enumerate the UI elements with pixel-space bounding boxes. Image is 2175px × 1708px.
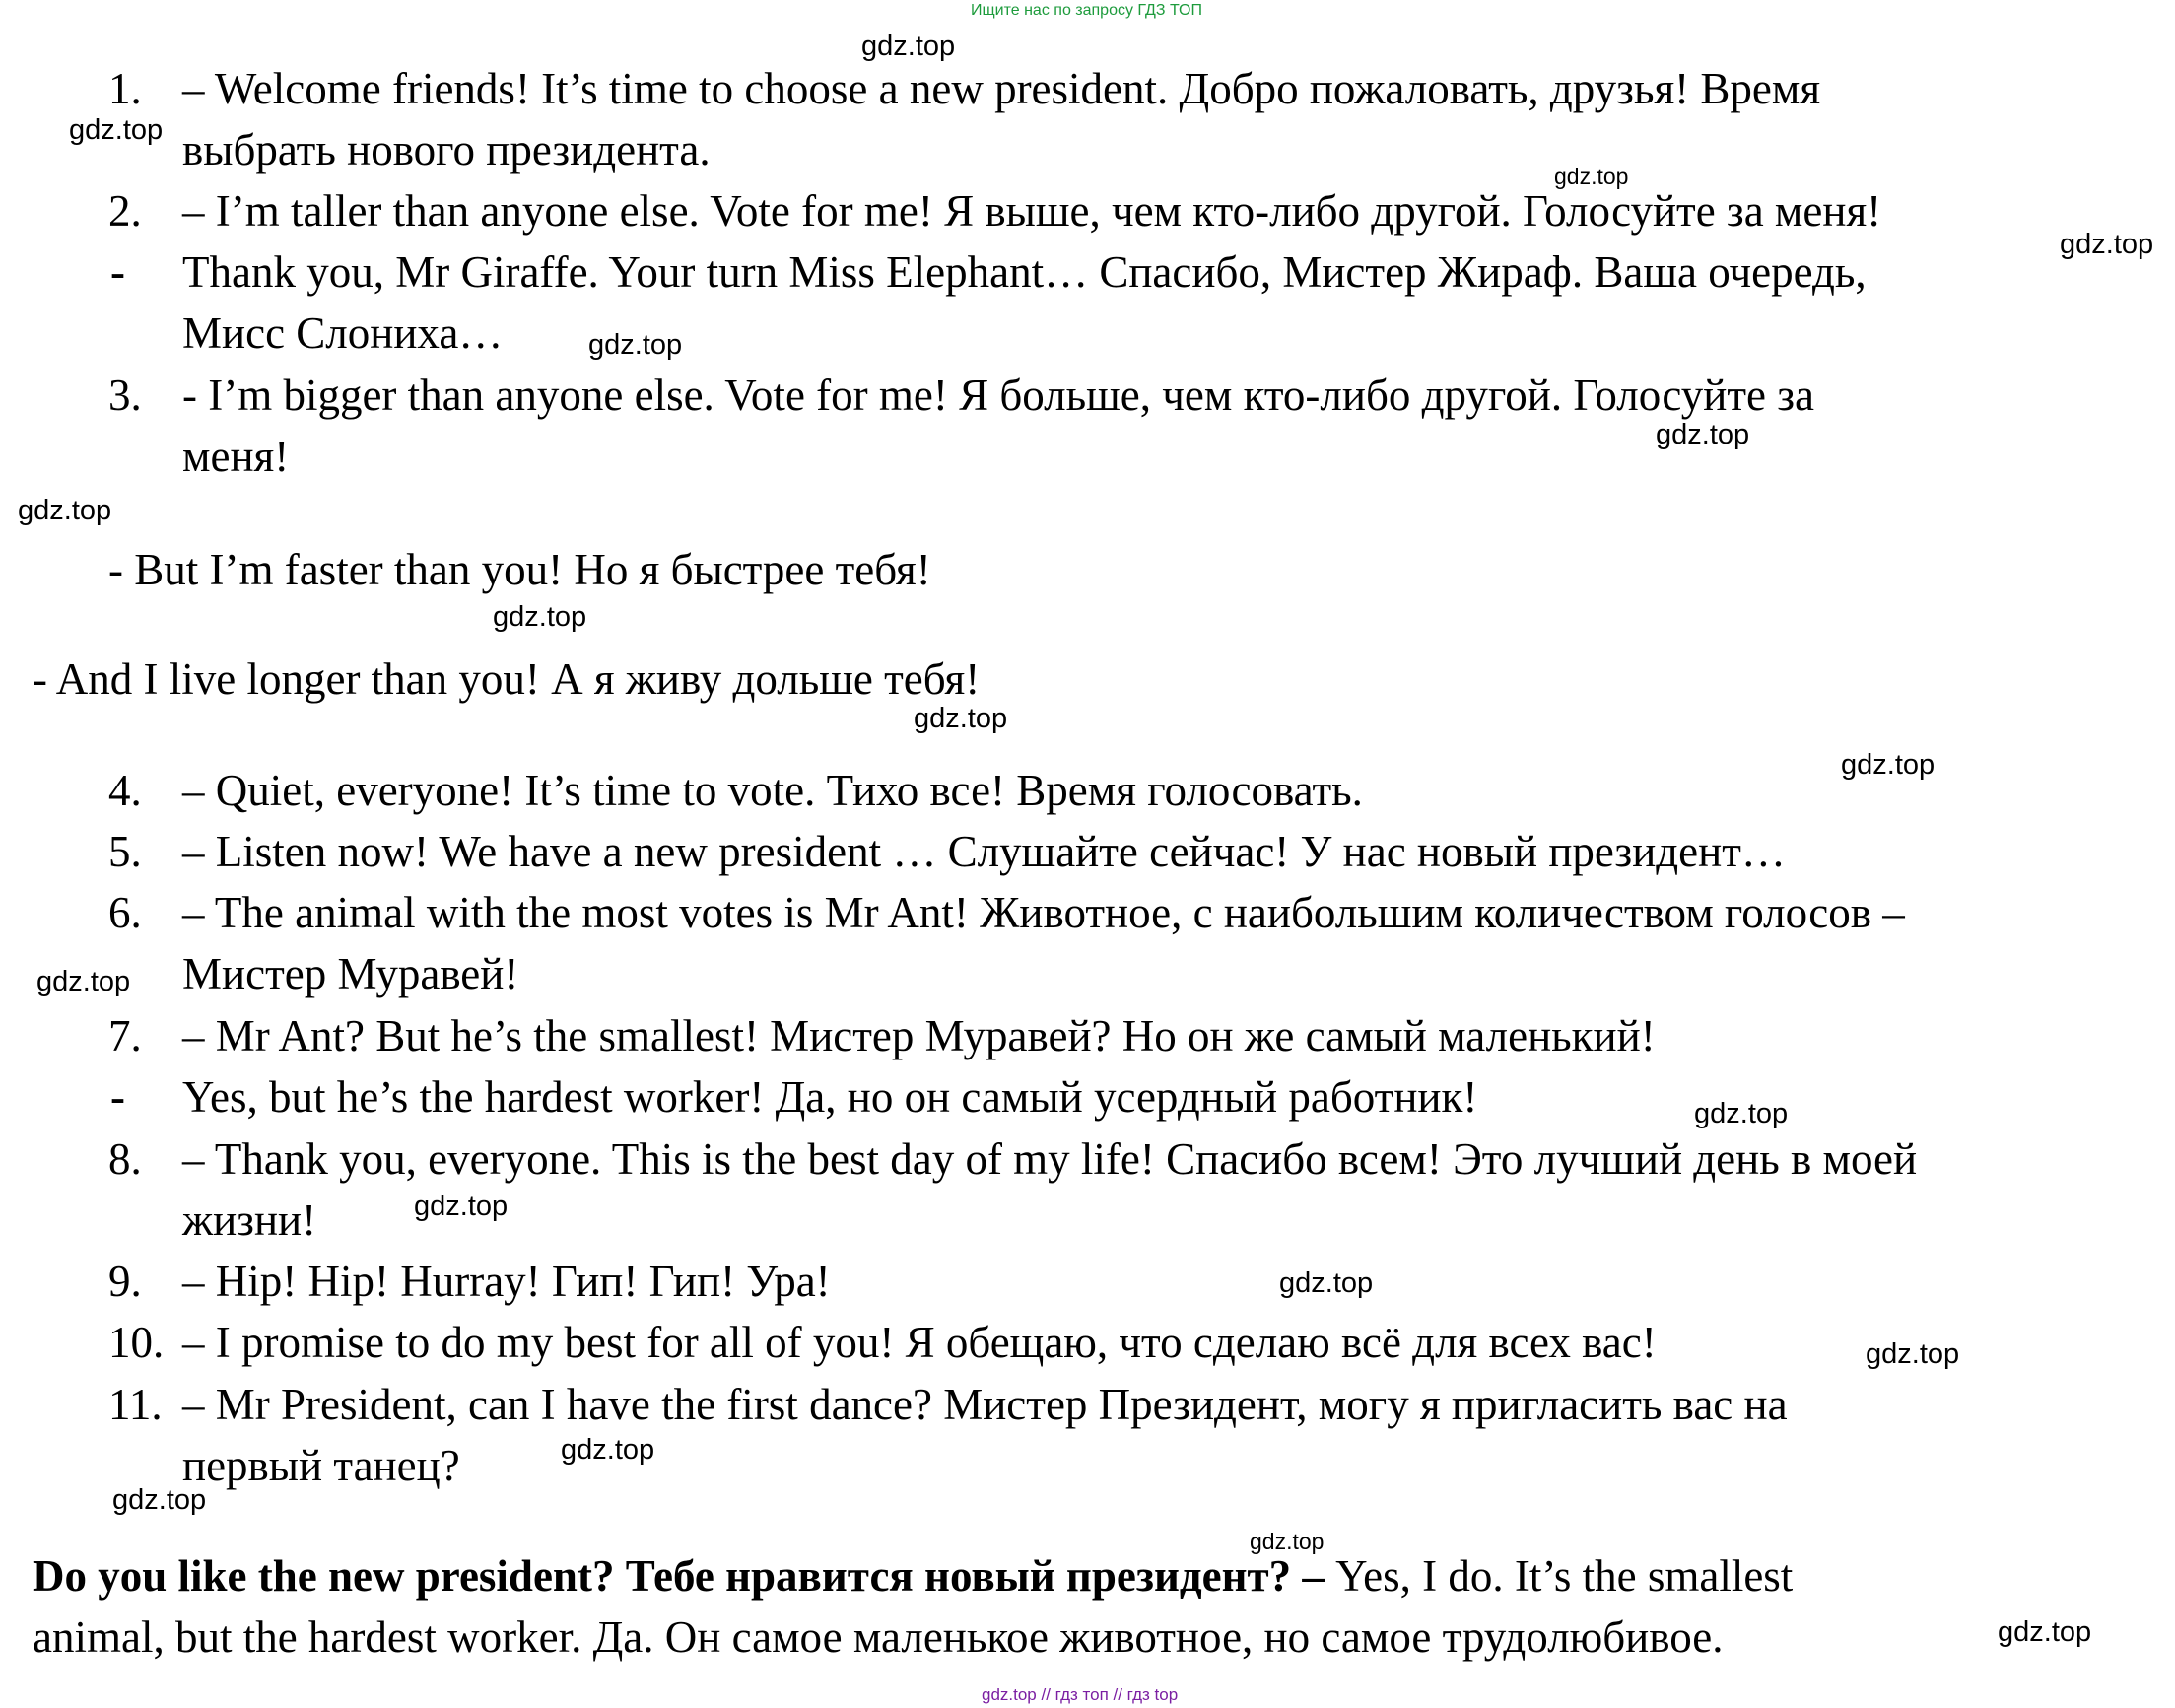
- watermark: gdz.top: [1554, 164, 1629, 189]
- dialogue-line: – I’m taller than anyone else. Vote for me! Я выше, чем кто-либо другой. Голосуйте за меня!: [182, 186, 1882, 236]
- dialogue-line: – I promise to do my best for all of you! Я обещаю, что сделаю всё для всех вас!: [182, 1318, 1657, 1367]
- dialogue-line: – Thank you, everyone. This is the best day of my life! Спасибо всем! Это лучший день в моей: [182, 1134, 1918, 1184]
- dialogue-line: – Mr President, can I have the first dance? Мистер Президент, могу я пригласить вас на: [182, 1380, 1788, 1429]
- dialogue-line: Мисс Слониха…: [182, 308, 504, 358]
- watermark: gdz.top: [18, 495, 112, 526]
- dash-marker: -: [110, 1072, 125, 1122]
- dialogue-line: – Mr Ant? But he’s the smallest! Мистер Муравей? Но он же самый маленький!: [182, 1011, 1656, 1060]
- watermark: gdz.top: [69, 114, 164, 146]
- watermark: gdz.top: [1656, 419, 1750, 450]
- watermark: gdz.top: [414, 1191, 509, 1222]
- dialogue-line: Yes, but he’s the hardest worker! Да, но он самый усердный работник!: [182, 1072, 1478, 1122]
- watermark: gdz.top: [1841, 749, 1936, 781]
- dialogue-line: меня!: [182, 432, 290, 481]
- item-number: 7.: [108, 1011, 142, 1060]
- watermark: gdz.top: [1250, 1529, 1325, 1554]
- footer-links: gdz.top // гдз топ // гдз top: [982, 1685, 1179, 1704]
- watermark: gdz.top: [1866, 1338, 1960, 1370]
- dialogue-line: Thank you, Mr Giraffe. Your turn Miss Elephant… Спасибо, Мистер Жираф. Ваша очередь,: [182, 247, 1867, 297]
- watermark: gdz.top: [588, 329, 683, 361]
- item-number: 5.: [108, 827, 142, 876]
- top-banner: Ищите нас по запросу ГДЗ ТОП: [971, 2, 1202, 19]
- item-number: 1.: [108, 64, 142, 113]
- item-number: 3.: [108, 371, 142, 420]
- watermark: gdz.top: [493, 601, 587, 633]
- dialogue-line: первый танец?: [182, 1441, 460, 1490]
- watermark: gdz.top: [36, 966, 131, 997]
- dialogue-line: – The animal with the most votes is Mr Ant! Животное, с наибольшим количеством голосов –: [182, 888, 1905, 937]
- watermark: gdz.top: [561, 1434, 655, 1466]
- dialogue-line: – Listen now! We have a new president … Слушайте сейчас! У нас новый президент…: [182, 827, 1786, 876]
- watermark: gdz.top: [112, 1484, 207, 1516]
- watermark: gdz.top: [861, 31, 956, 62]
- dialogue-line: - I’m bigger than anyone else. Vote for me! Я больше, чем кто-либо другой. Голосуйте за: [182, 371, 1814, 420]
- item-number: 2.: [108, 186, 142, 236]
- item-number: 10.: [108, 1318, 165, 1367]
- dialogue-line: - But I’m faster than you! Но я быстрее тебя!: [108, 545, 931, 594]
- question-line: [33, 1551, 1794, 1601]
- dialogue-line: выбрать нового президента.: [182, 125, 711, 174]
- watermark: gdz.top: [914, 703, 1008, 734]
- item-number: 9.: [108, 1257, 142, 1306]
- watermark: gdz.top: [1279, 1267, 1374, 1299]
- item-number: 8.: [108, 1134, 142, 1184]
- dash-marker: -: [110, 247, 125, 297]
- item-number: 6.: [108, 888, 142, 937]
- dialogue-line: - And I live longer than you! А я живу дольше тебя!: [33, 654, 981, 704]
- dialogue-line: – Quiet, everyone! It’s time to vote. Тихо все! Время голосовать.: [182, 766, 1363, 815]
- watermark: gdz.top: [1694, 1098, 1789, 1129]
- dialogue-line: жизни!: [182, 1196, 317, 1245]
- answer-text: Yes, I do. It’s the smallest: [1324, 1551, 1794, 1601]
- item-number: 4.: [108, 766, 142, 815]
- dialogue-line: – Welcome friends! It’s time to choose a new president. Добро пожаловать, друзья! Время: [182, 64, 1821, 113]
- question-bold: Do you like the new president? Тебе нравится новый президент? –: [33, 1551, 1325, 1601]
- dialogue-line: Мистер Муравей!: [182, 949, 519, 998]
- item-number: 11.: [108, 1380, 163, 1429]
- answer-line: animal, but the hardest worker. Да. Он самое маленькое животное, но самое трудолюбивое.: [33, 1612, 1724, 1662]
- watermark: gdz.top: [2060, 229, 2154, 260]
- watermark: gdz.top: [1998, 1616, 2092, 1648]
- dialogue-line: – Hip! Hip! Hurray! Гип! Гип! Ура!: [182, 1257, 831, 1306]
